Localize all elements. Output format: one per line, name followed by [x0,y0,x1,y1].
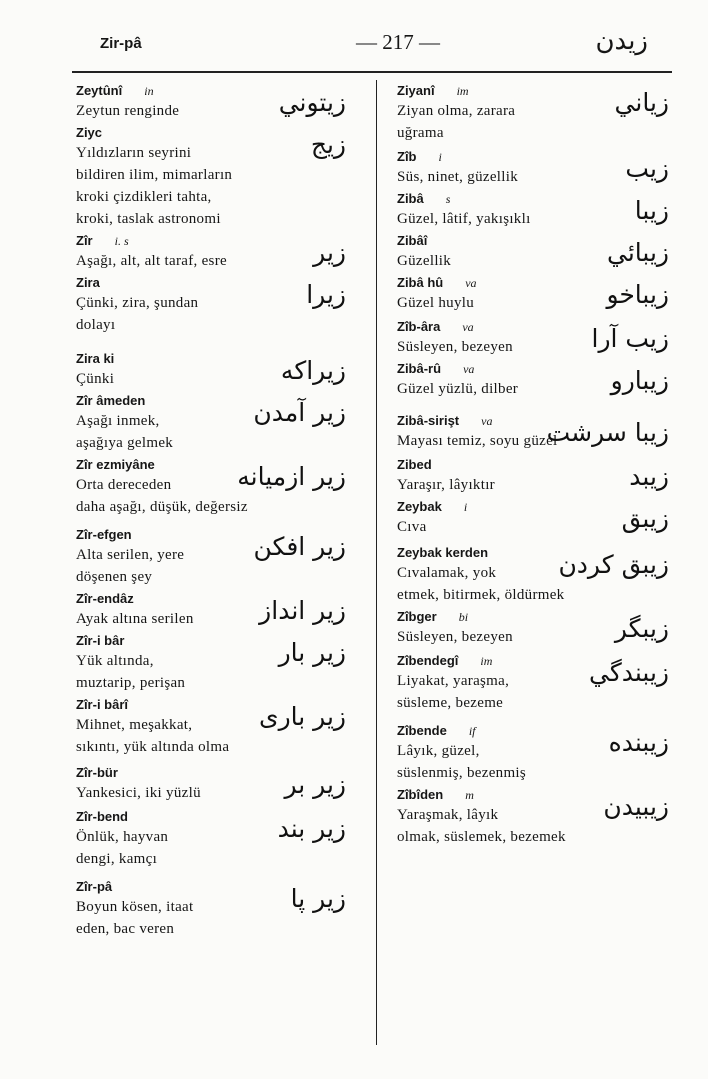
entry-arabic: زيج [310,130,346,159]
entry-arabic: زيبگر [614,614,669,643]
headword-text: Zîr-i bâr [76,633,125,648]
entry-abbreviation: in [144,84,154,98]
headword-text: Zîr-bür [76,765,118,780]
dictionary-entry [397,412,669,452]
headword-text: Zibâ-sirişt [397,413,460,428]
entry-abbreviation: m [465,788,474,802]
entry-headword [76,232,346,250]
entry-definition: Mihnet, meşakkat, sıkıntı, yük altında olma [76,717,230,755]
dictionary-entry [76,590,346,630]
entry-abbreviation: i [438,150,442,164]
entry-definition: Liyakat, yaraşma, süsleme, bezeme [397,673,510,711]
entry-headword [397,190,669,208]
entry-definition: Ayak altına serilen [76,611,194,627]
entry-definition: Süsleyen, bezeyen [397,339,513,355]
dictionary-entry [397,786,669,848]
headword-text: Zira ki [76,351,115,366]
entry-definition: Güzel, lâtif, yakışıklı [397,211,531,227]
entry-definition: Yıldızların seyrini bildiren ilim, mimarların kroki çizdikleri tahta, kroki, taslak astronomi [76,145,233,227]
entry-definition: Lâyık, güzel, süslenmiş, bezenmiş [397,743,527,781]
entry-arabic: زير بارى [259,702,346,731]
headword-text: Zîr ezmiyâne [76,457,155,472]
headword-text: Zeybak [397,499,442,514]
dictionary-entry [76,526,346,588]
dictionary-entry [76,350,346,390]
entry-abbreviation: va [463,362,475,376]
entry-arabic: زير آمدن [253,398,346,427]
entry-definition: Güzel huylu [397,295,475,311]
entry-definition: Süs, ninet, güzellik [397,169,518,185]
entry-abbreviation: va [465,276,477,290]
entry-definition: Orta dereceden daha aşağı, düşük, değersiz [76,477,248,515]
dictionary-entry [76,808,346,870]
dictionary-entry [397,722,669,784]
entry-arabic: زيبائي [607,238,669,267]
headword-text: Zeybak kerden [397,545,489,560]
headword-text: Zeytûnî [76,83,123,98]
entry-arabic: زيب [625,154,669,183]
headword-text: Zîb [397,149,417,164]
dictionary-entry [76,632,346,694]
entry-arabic: زيبنده [608,728,669,757]
headword-text: Zibâ-rû [397,361,442,376]
entry-arabic: زياني [614,88,669,117]
entry-arabic: زير بر [284,770,346,799]
dictionary-entry [76,392,346,454]
dictionary-entry [397,190,669,230]
dictionary-entry [76,124,346,230]
entry-arabic: زيرا [306,280,346,309]
entry-definition: Zeytun renginde [76,103,180,119]
headword-text: Zira [76,275,100,290]
headword-text: Zibâî [397,233,428,248]
entry-arabic: زير افكن [253,532,346,561]
header-rule [72,71,672,73]
dictionary-entry [397,544,669,606]
dictionary-entry [397,360,669,400]
running-head-arabic: زيدن [595,26,648,55]
dictionary-entry [397,148,669,188]
entry-definition: Önlük, hayvan dengi, kamçı [76,829,169,867]
entry-definition: Cıvalamak, yok etmek, bitirmek, öldürmek [397,565,565,603]
entry-arabic: زير [313,238,346,267]
entry-arabic: زيبق كردن [558,550,669,579]
entry-definition: Mayası temiz, soyu güzel [397,433,558,449]
entry-definition: Çünki, zira, şundan dolayı [76,295,199,333]
headword-text: Zibed [397,457,432,472]
headword-text: Zîbger [397,609,437,624]
entry-arabic: زيبد [629,462,669,491]
entry-arabic: زيبق [621,504,669,533]
entry-arabic: زيبا [634,196,669,225]
headword-text: Zîbendegî [397,653,459,668]
entry-abbreviation: if [468,724,476,738]
entry-arabic: زيبا سرشت [546,418,669,447]
entry-abbreviation: i [463,500,468,514]
headword-text: Zîbîden [397,787,444,802]
left-column [76,82,346,942]
dictionary-entry [76,878,346,940]
headword-text: Zîr-bend [76,809,128,824]
column-divider [376,80,377,1045]
headword-text: Zîb-âra [397,319,441,334]
dictionary-entry [397,608,669,648]
entry-arabic: زيتوني [278,88,346,117]
page-header [0,26,708,70]
entry-arabic: زيباخو [606,280,669,309]
entry-definition: Aşağı, alt, alt taraf, esre [76,253,227,269]
entry-definition: Aşağı inmek, aşağıya gelmek [76,413,174,451]
dictionary-entry [397,232,669,272]
headword-text: Zîr-endâz [76,591,134,606]
dictionary-entry [76,696,346,758]
headword-text: Zîr âmeden [76,393,146,408]
entry-arabic: زير انداز [259,596,346,625]
entry-definition: Güzellik [397,253,452,269]
entry-definition: Yaraşmak, lâyık olmak, süslemek, bezemek [397,807,566,845]
entry-definition: Süsleyen, bezeyen [397,629,513,645]
headword-text: Zîbende [397,723,447,738]
entry-arabic: زير بار [278,638,346,667]
entry-headword [397,456,669,474]
entry-definition: Cıva [397,519,427,535]
entry-abbreviation: i. s [114,234,129,248]
entry-abbreviation: im [456,84,469,98]
entry-definition: Boyun kösen, itaat eden, bac veren [76,899,194,937]
dictionary-entry [397,652,669,714]
dictionary-entry [397,318,669,358]
dictionary-entry [397,274,669,314]
headword-text: Ziyc [76,125,103,140]
entry-definition: Yankesici, iki yüzlü [76,785,201,801]
right-column [397,82,669,850]
entry-arabic: زيراكه [280,356,346,385]
running-head-left: Zir-pâ [100,35,142,52]
dictionary-entry [397,456,669,496]
headword-text: Zibâ hû [397,275,444,290]
page-number: — 217 — [356,30,440,54]
entry-abbreviation: va [481,414,493,428]
dictionary-entry [397,82,669,144]
headword-text: Zîr [76,233,93,248]
entry-definition: Çünki [76,371,115,387]
headword-text: Ziyanî [397,83,435,98]
entry-abbreviation: im [480,654,493,668]
entry-arabic: زيبندگي [589,658,669,687]
dictionary-entry [397,498,669,538]
entry-arabic: زير بند [277,814,346,843]
entry-arabic: زيبارو [610,366,669,395]
entry-arabic: زيبيدن [603,792,669,821]
entry-arabic: زيب آرا [591,324,669,353]
entry-arabic: زير ازميانه [237,462,346,491]
entry-definition: Yük altında, muztarip, perişan [76,653,186,691]
dictionary-entry [76,82,346,122]
entry-arabic: زير پا [290,884,346,913]
headword-text: Zibâ [397,191,424,206]
headword-text: Zîr-i bârî [76,697,129,712]
headword-text: Zîr-pâ [76,879,113,894]
dictionary-entry [76,764,346,804]
entry-definition: Ziyan olma, zarara uğrama [397,103,516,141]
dictionary-entry [76,232,346,272]
entry-abbreviation: bi [458,610,469,624]
entry-definition: Alta serilen, yere döşenen şey [76,547,185,585]
dictionary-entry [76,274,346,336]
entry-headword [76,124,346,142]
entry-definition: Güzel yüzlü, dilber [397,381,519,397]
dictionary-entry [76,456,346,518]
headword-text: Zîr-efgen [76,527,132,542]
entry-abbreviation: va [462,320,474,334]
entry-abbreviation: s [445,192,451,206]
entry-definition: Yaraşır, lâyıktır [397,477,495,493]
